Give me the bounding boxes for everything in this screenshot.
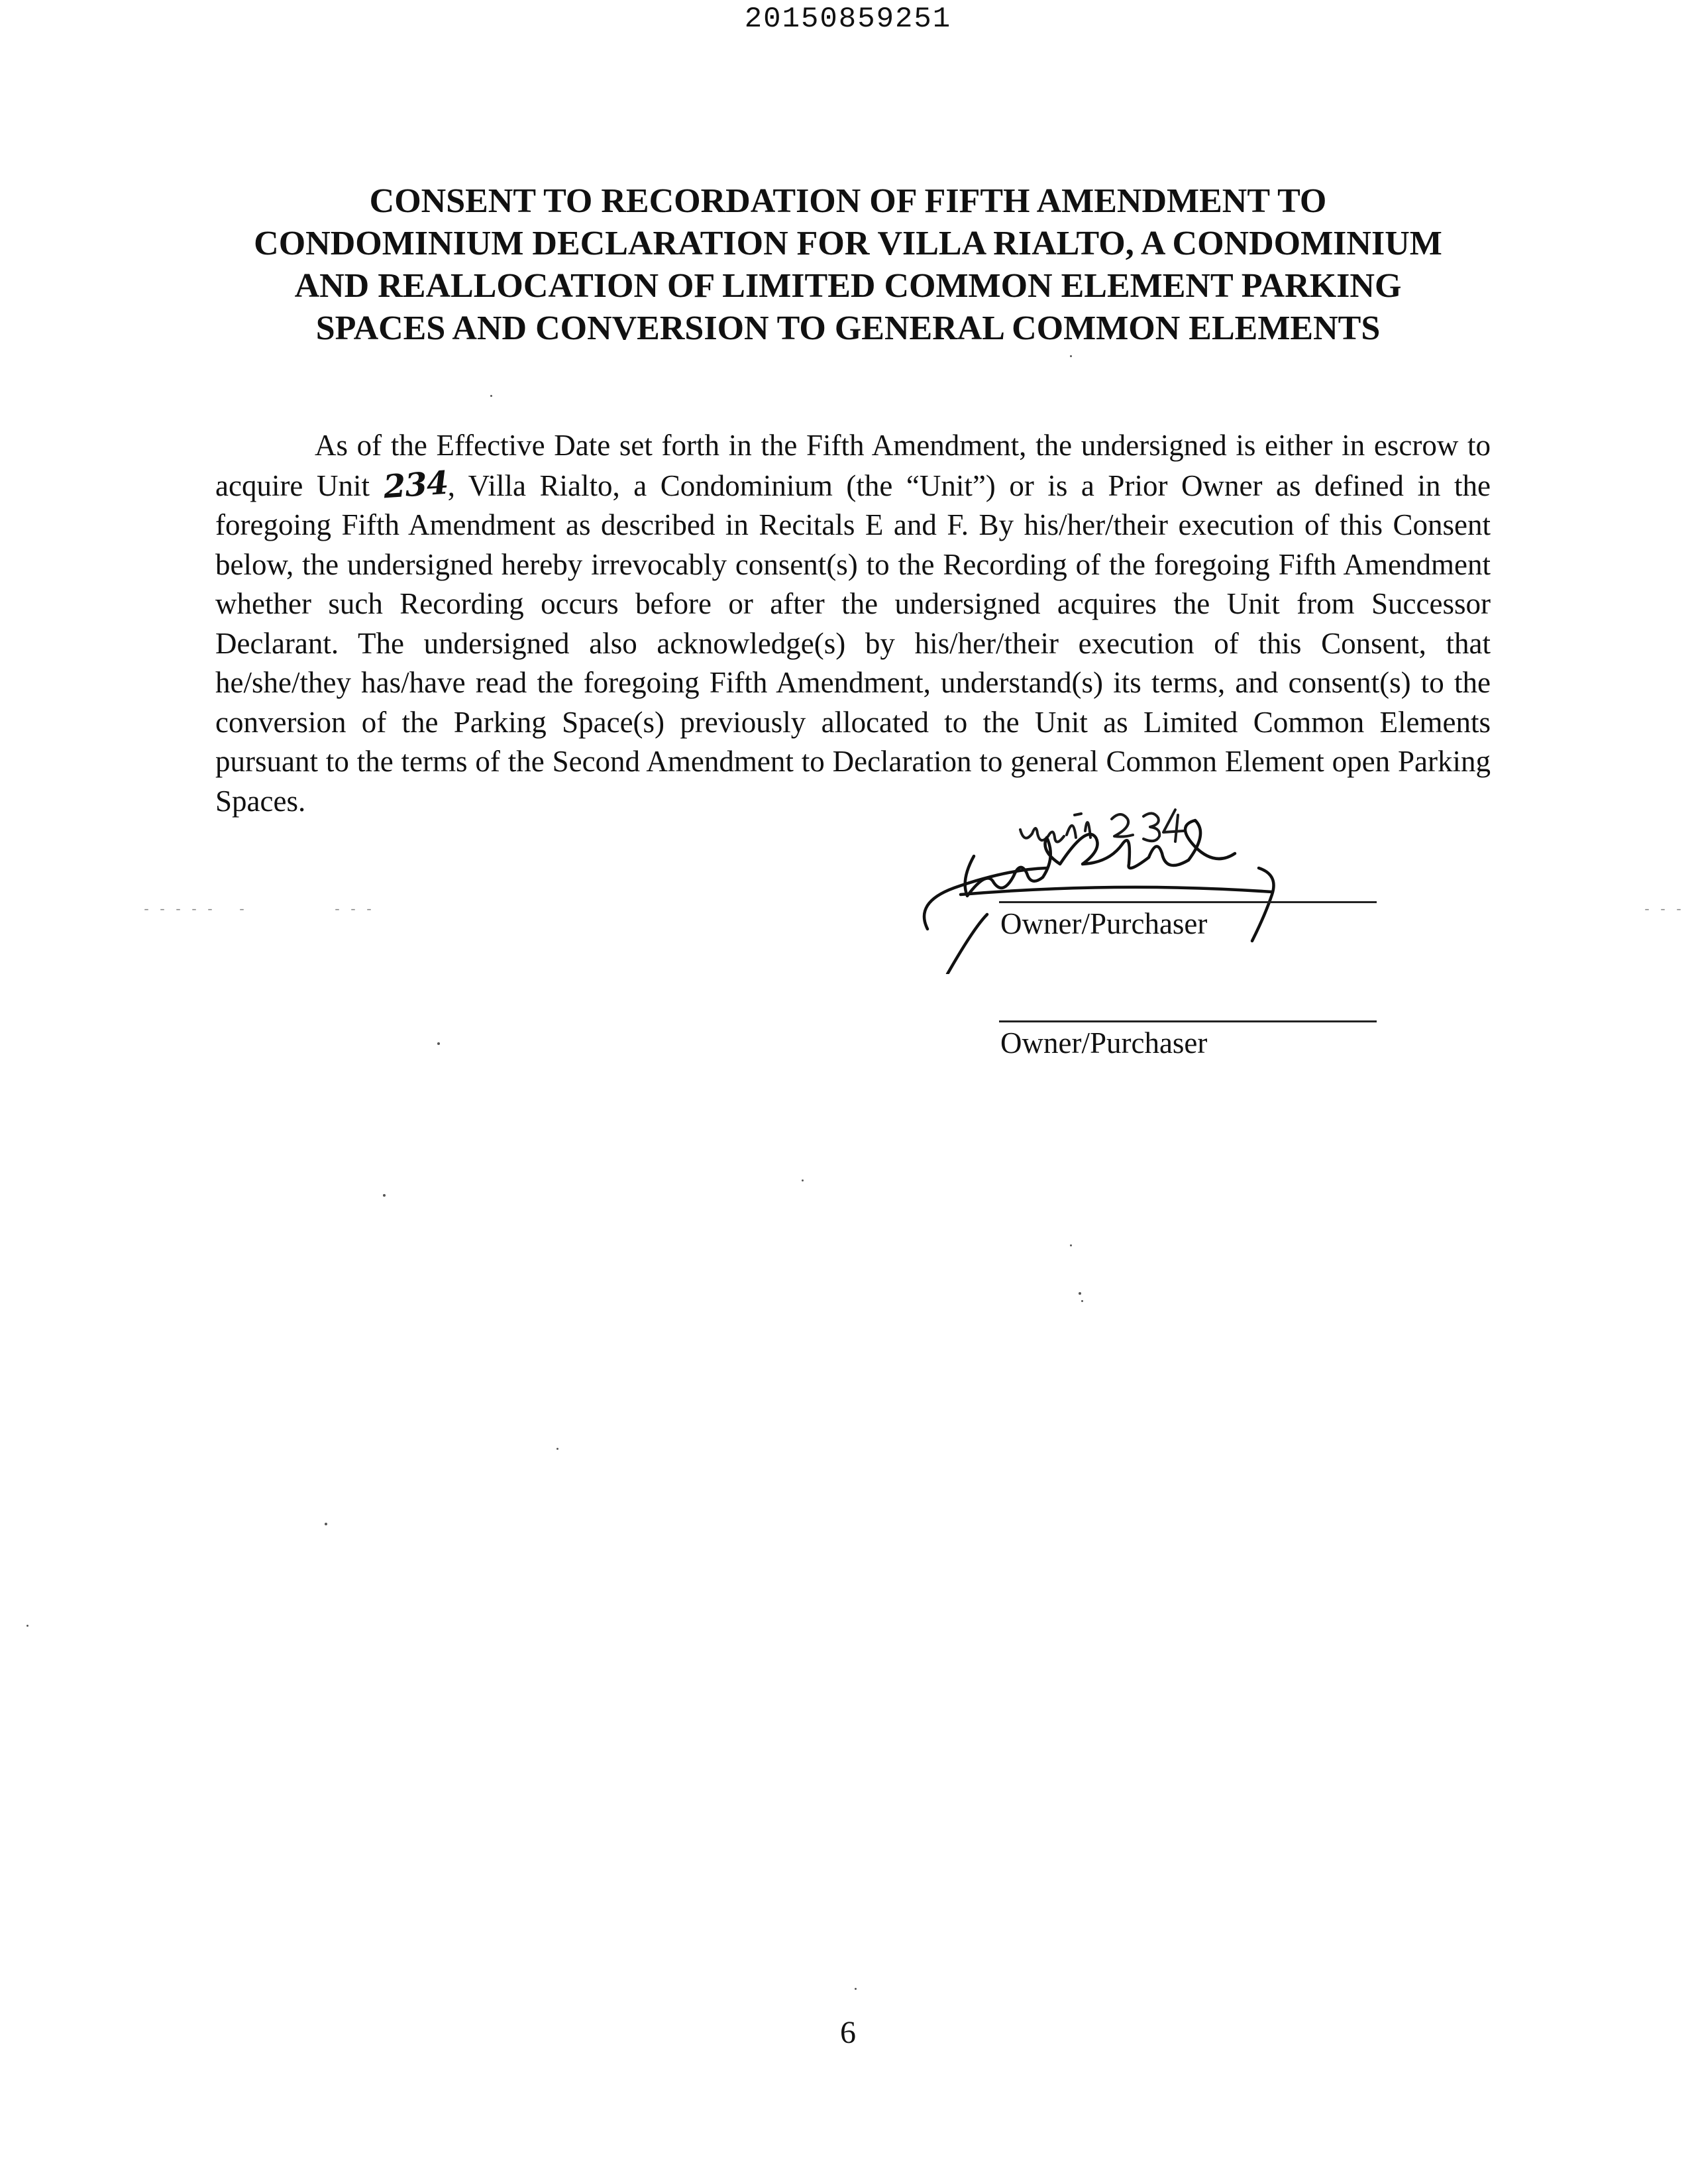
scan-mark-right: - - - [1643,902,1683,918]
document-number: 20150859251 [744,3,952,36]
title-line-3: AND REALLOCATION OF LIMITED COMMON ELEMENT PARKING [294,267,1402,305]
scan-mark-left: - - - - - - - - - [142,902,374,918]
title-line-2: CONDOMINIUM DECLARATION FOR VILLA RIALTO, A CONDOMINIUM [254,225,1442,262]
paragraph-text-part-2: , Villa Rialto, a Condominium (the “Unit”) or is a Prior Owner as defined in the foregoing Fifth Amendment as described in Recitals E and F. By his/her/their execution of this Consent below, the undersigned hereby irrevocably consent(s) to the Recording of the foregoing Fifth Amendment whether such Recording occurs before or after the undersigned acquires the Unit from Successor Declarant. The undersigned also acknowledge(s) by his/her/their execution of this Consent, that he/she/they has/have read the foregoing Fifth Amendment, understand(s) its terms, and consent(s) to the conversion of the Parking Space(s) previously allocated to the Unit as Limited Common Elements pursuant to the terms of the Second Amendment to Declaration to general Common Element open Parking Spaces. [215,468,1491,818]
handwritten-unit-number: 234 [382,464,449,506]
title-line-4: SPACES AND CONVERSION TO GENERAL COMMON ELEMENTS [315,309,1381,347]
paragraph-text-part-1: As of the Effective Date set forth in the Fifth Amendment, the undersigned is either in escrow to acquire Unit [215,429,1491,502]
signer-1-label: Owner/Purchaser [1000,907,1208,940]
signature-line-1 [999,901,1377,903]
handwritten-signature [901,802,1458,974]
title-line-1: CONSENT TO RECORDATION OF FIFTH AMENDMENT TO [369,182,1327,220]
document-title [199,180,1497,350]
page-number: 6 [840,2015,856,2050]
signature-line-2 [999,1020,1377,1022]
signer-2-label: Owner/Purchaser [1000,1026,1208,1060]
signature-block [901,802,1458,1067]
consent-paragraph [215,426,1491,821]
